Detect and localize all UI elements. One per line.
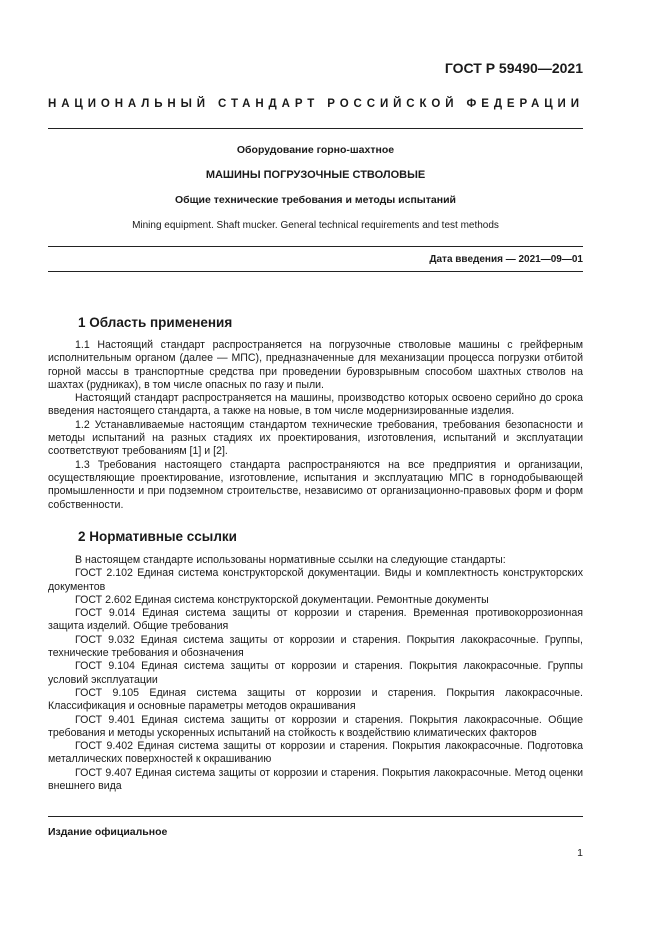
section-2-heading: 2 Нормативные ссылки [78, 529, 237, 544]
document-code: ГОСТ Р 59490—2021 [444, 60, 583, 76]
section-1-body [48, 339, 583, 512]
paragraph-1-1: 1.1 Настоящий стандарт распространяется на погрузочные стволовые машины с грейферным исполнительным органом (далее — МПС), предназначенные для механизации процесса погрузки отбитой горной массы в транспортные средства при проведении буровзрывным способом шахтных стволов на шахтах (рудниках), в том числе опасных по газу и пыли. [48, 339, 583, 391]
paragraph-1-3: 1.3 Требования настоящего стандарта распространяются на все предприятия и организации, осуществляющие проектирование, изготовление, испытания и эксплуатацию МПС в горнодобывающей промышленности и при подземном строительстве, независимо от организационно-правовых форм и форм собственности. [48, 458, 583, 511]
reference-item: ГОСТ 9.014 Единая система защиты от коррозии и старения. Временная противокоррозионная защита изделий. Общие требования [48, 607, 583, 633]
reference-item: ГОСТ 2.602 Единая система конструкторской документации. Ремонтные документы [75, 593, 489, 606]
english-title: Mining equipment. Shaft mucker. General technical requirements and test methods [132, 220, 499, 231]
edition-label: Издание официальное [48, 826, 168, 838]
reference-item: ГОСТ 2.102 Единая система конструкторской документации. Виды и комплектность конструкторских документов [48, 567, 583, 593]
title-rule [48, 246, 583, 247]
paragraph-1-1-cont: Настоящий стандарт распространяется на машины, производство которых освоено серийно до срока введения настоящего стандарта, а также на новые, в том числе модернизированные изделия. [48, 392, 583, 418]
paragraph-1-2: 1.2 Устанавливаемые настоящим стандартом технические требования, требования безопасности и методы испытаний на разных стадиях их проектирования, изготовления, испытаний и эксплуатации соответствуют требованиям [1] и [2]. [48, 418, 583, 458]
date-rule [48, 271, 583, 272]
page-number: 1 [577, 847, 583, 859]
section-2-body [48, 554, 583, 793]
reference-item: ГОСТ 9.105 Единая система защиты от коррозии и старения. Покрытия лакокрасочные. Классификация и основные параметры методов окрашивания [48, 686, 583, 713]
reference-item: ГОСТ 9.104 Единая система защиты от коррозии и старения. Покрытия лакокрасочные. Группы условий эксплуатации [48, 660, 583, 686]
footer-rule [48, 816, 583, 817]
reference-item: ГОСТ 9.407 Единая система защиты от коррозии и старения. Покрытия лакокрасочные. Метод оценки внешнего вида [48, 766, 583, 793]
top-rule [48, 128, 583, 129]
reference-item: ГОСТ 9.402 Единая система защиты от коррозии и старения. Покрытия лакокрасочные. Подготовка металлических поверхностей к окрашиванию [48, 740, 583, 766]
reference-item: ГОСТ 9.401 Единая система защиты от коррозии и старения. Покрытия лакокрасочные. Общие требования и методы ускоренных испытаний на стойкость к воздействию климатических факторов [48, 713, 583, 739]
equipment-category: Оборудование горно-шахтное [236, 144, 395, 156]
references-intro: В настоящем стандарте использованы нормативные ссылки на следующие стандарты: [75, 554, 506, 566]
section-1-heading: 1 Область применения [78, 315, 233, 330]
national-standard-banner: НАЦИОНАЛЬНЫЙ СТАНДАРТ РОССИЙСКОЙ ФЕДЕРАЦИИ [48, 98, 584, 110]
introduction-date: Дата введения — 2021—09—01 [429, 254, 583, 265]
document-subtitle: Общие технические требования и методы испытаний [175, 194, 456, 206]
reference-item: ГОСТ 9.032 Единая система защиты от коррозии и старения. Покрытия лакокрасочные. Группы, технические требования и обозначения [48, 633, 583, 660]
document-title: МАШИНЫ ПОГРУЗОЧНЫЕ СТВОЛОВЫЕ [205, 169, 426, 181]
